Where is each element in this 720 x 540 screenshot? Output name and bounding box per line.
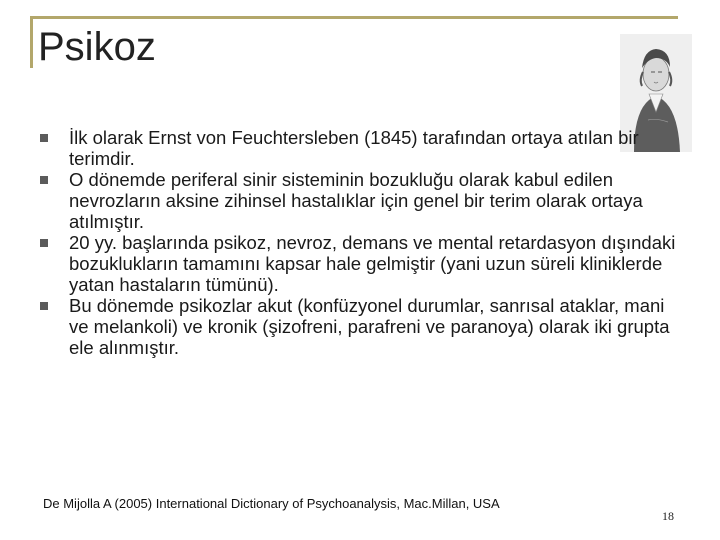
square-bullet-icon: [40, 176, 48, 184]
bullet-item: [40, 169, 688, 232]
bullet-text: O dönemde periferal sinir sisteminin bozukluğu olarak kabul edilen nevrozların aksine zihinsel hastalıklar için genel bir terim olarak ortaya atılmıştır.: [69, 169, 643, 232]
bullet-text: Bu dönemde psikozlar akut (konfüzyonel durumlar, sanrısal ataklar, mani ve melankoli) ve kronik (şizofreni, parafreni ve paranoya) olarak iki grupta ele alınmıştır.: [69, 295, 670, 358]
square-bullet-icon: [40, 302, 48, 310]
slide-frame-left-line: [30, 16, 33, 68]
slide-title: Psikoz: [38, 25, 156, 69]
bullet-item: [40, 232, 688, 295]
reference-footnote: De Mijolla A (2005) International Dictionary of Psychoanalysis, Mac.Millan, USA: [43, 496, 500, 511]
bullet-item: [40, 295, 688, 358]
square-bullet-icon: [40, 134, 48, 142]
slide-frame-top-line: [30, 16, 678, 19]
bullet-item: [40, 127, 688, 169]
page-number: 18: [662, 509, 674, 523]
bullet-list: [40, 127, 688, 358]
square-bullet-icon: [40, 239, 48, 247]
bullet-text: İlk olarak Ernst von Feuchtersleben (1845) tarafından ortaya atılan bir terimdir.: [69, 127, 639, 169]
bullet-text: 20 yy. başlarında psikoz, nevroz, demans ve mental retardasyon dışındaki bozuklukların tamamını kapsar hale gelmiştir (yani uzun süreli kliniklerde yatan hastaların tümünü).: [69, 232, 676, 295]
